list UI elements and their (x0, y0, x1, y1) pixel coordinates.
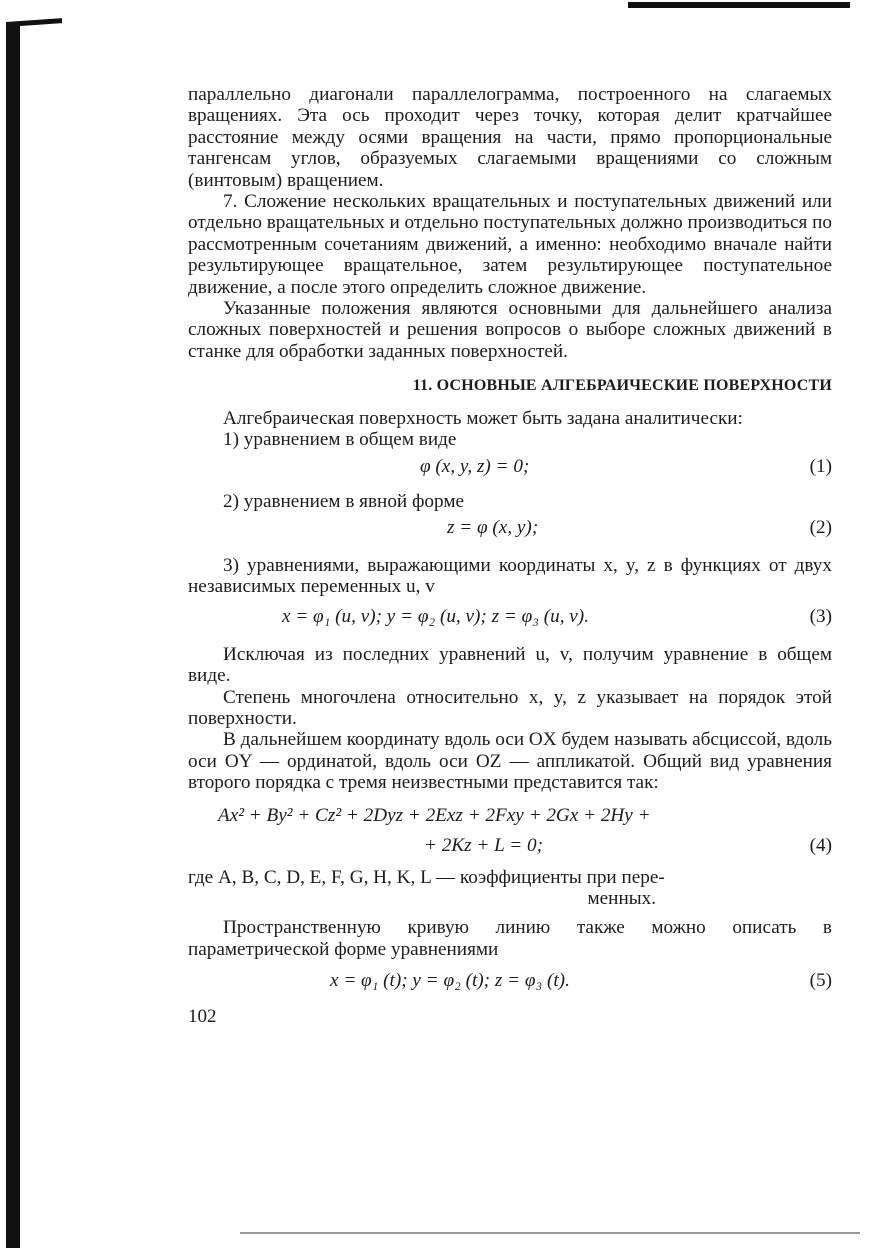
equation-5-number: (5) (809, 970, 832, 992)
paragraph-exclusion: Исключая из последних уравнений u, v, получим уравнение в общем виде. (188, 643, 832, 687)
equation-2 (188, 517, 832, 539)
paragraph-axes: В дальнейшем координату вдоль оси OX будем называть абсциссой, вдоль оси OY — ординатой, вдоль оси OZ — аппликатой. Общий вид уравнения второго порядка с тремя неизвестными представится так: (188, 729, 832, 794)
scan-corner-mark (6, 18, 62, 27)
equation-4-line-2 (188, 835, 832, 857)
paragraph-coefficients: где A, B, C, D, E, F, G, H, K, L — коэффициенты при пере- (188, 866, 665, 888)
paragraph-summary: Указанные положения являются основными для дальнейшего анализа сложных поверхностей и решения вопросов о выборе сложных движений в станке для обработки заданных поверхностей. (188, 298, 832, 362)
book-page (188, 84, 832, 1028)
page-number: 102 (188, 1006, 217, 1028)
equation-3-body: x = φ₁ (u, v); y = φ₂ (u, v); z = φ₃ (u, v). (282, 605, 589, 627)
list-item-general-form: 1) уравнением в общем виде (223, 429, 457, 451)
paragraph-diagonal: параллельно диагонали параллелограмма, построенного на слагаемых вращениях. Эта ось проходит через точку, которая делит кратчайшее расстояние между осями вращения на части, прямо пропорциональные тангенсам углов, образуемых слагаемыми вращениями со сложным (винтовым) вращением. (188, 84, 832, 191)
equation-5 (188, 970, 832, 992)
paragraph-rule-7: 7. Сложение нескольких вращательных и поступательных движений или отдельно вращательных и отдельно поступательных должно производиться по рассмотренным сочетаниям движений, а именно: необходимо вначале найти результирующее вращательное, затем результирующее поступательное движение, а после этого определить сложное движение. (188, 191, 832, 298)
equation-4-line-1 (188, 805, 832, 827)
equation-3-number: (3) (809, 605, 832, 627)
paragraph-intro: Алгебраическая поверхность может быть задана аналитически: (223, 407, 743, 429)
equation-1-body: φ (x, y, z) = 0; (420, 455, 530, 477)
paragraph-coefficients-continuation: менных. (587, 887, 656, 909)
equation-4-second-line: + 2Kz + L = 0; (424, 834, 543, 856)
equation-1 (188, 456, 832, 478)
equation-4-number: (4) (809, 834, 832, 856)
equation-4-first-line: Ax² + By² + Cz² + 2Dyz + 2Exz + 2Fxy + 2Gx + 2Hy + (218, 804, 651, 826)
scan-binding-edge (6, 22, 20, 1248)
paragraph-degree: Степень многочлена относительно x, y, z указывает на порядок этой поверхности. (188, 686, 832, 729)
equation-2-number: (2) (809, 516, 832, 538)
equation-5-body: x = φ₁ (t); y = φ₂ (t); z = φ₃ (t). (330, 970, 570, 992)
list-item-explicit-form: 2) уравнением в явной форме (223, 490, 464, 512)
equation-2-body: z = φ (x, y); (447, 516, 539, 538)
list-item-parametric-form: 3) уравнениями, выражающими координаты x, y, z в функциях от двух независимых переменных u, v (188, 554, 832, 598)
equation-3 (188, 606, 832, 628)
equation-1-number: (1) (809, 455, 832, 477)
paragraph-space-curve: Пространственную кривую линию также можно описать в параметрической форме уравнениями (188, 917, 832, 960)
section-heading: 11. ОСНОВНЫЕ АЛГЕБРАИЧЕСКИЕ ПОВЕРХНОСТИ (412, 377, 832, 395)
scan-top-edge (628, 2, 850, 8)
scan-bottom-edge (240, 1232, 860, 1234)
